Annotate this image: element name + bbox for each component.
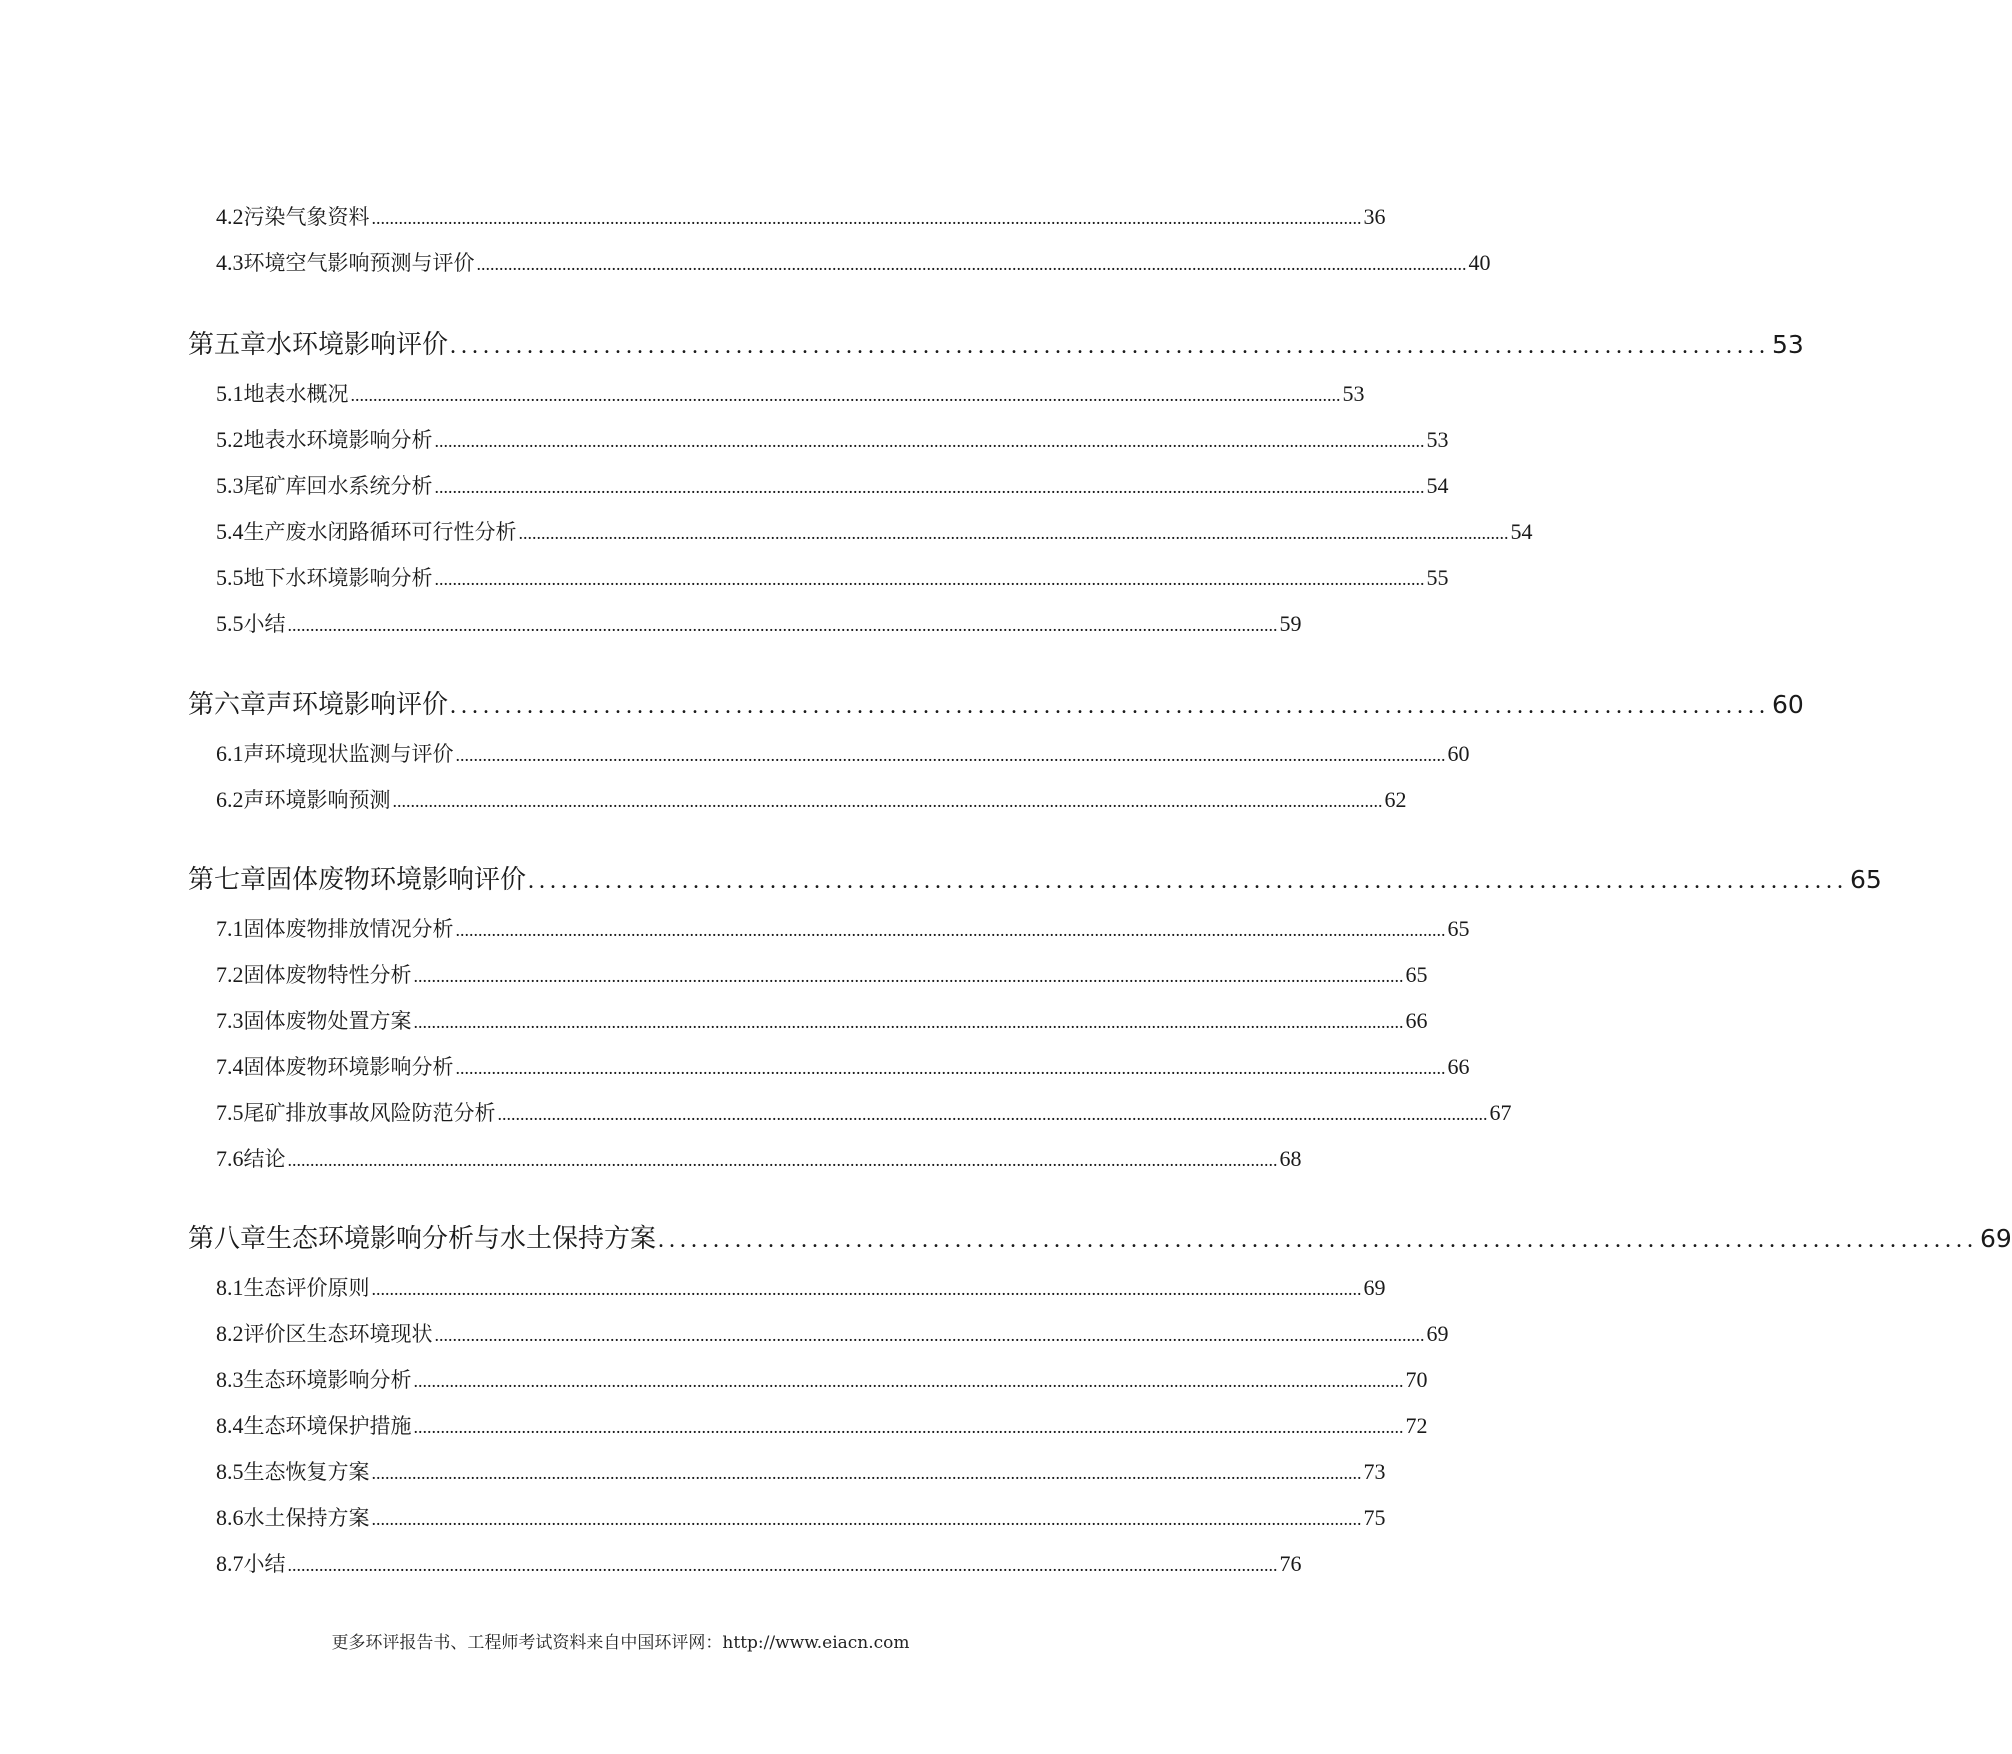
toc-section-number: 5.1	[216, 381, 244, 406]
toc-entry-title: 固体废物处置方案	[243, 1009, 412, 1033]
toc-entry-title: 环境空气影响预测与评价	[243, 251, 475, 275]
toc-entry[interactable]	[216, 1272, 1386, 1302]
toc-page-number: 65	[1447, 916, 1470, 941]
toc-section-number: 7.5	[216, 1100, 244, 1125]
toc-entry[interactable]	[216, 1456, 1386, 1486]
dot-leader: ............................................................................................................................................................................................................................	[455, 745, 1446, 765]
toc-entry-title: 尾矿库回水系统分析	[243, 474, 433, 498]
dot-leader: ............................................................................................................................................................................................................................	[476, 254, 1467, 274]
toc-section-number: 4.2	[216, 204, 244, 229]
toc-entry-title: 小结	[243, 1552, 286, 1576]
toc-section-number: 6.1	[216, 741, 244, 766]
toc-page-number: 65	[1405, 962, 1428, 987]
dot-leader: ............................................................................................................................................................................................................................	[497, 1104, 1488, 1124]
toc-chapter[interactable]	[188, 324, 1804, 360]
toc-entry[interactable]	[216, 1097, 1512, 1127]
toc-section-number: 5.3	[216, 473, 244, 498]
toc-section-number: 4.3	[216, 250, 244, 275]
toc-page-number: 53	[1772, 330, 1804, 359]
toc-chapter-number: 第七章	[188, 865, 267, 895]
toc-page-number: 62	[1384, 787, 1407, 812]
toc-section-number: 6.2	[216, 787, 244, 812]
toc-entry-title: 生态评价原则	[243, 1276, 370, 1300]
toc-section-number: 7.2	[216, 962, 244, 987]
toc-entry[interactable]	[216, 608, 1302, 638]
dot-leader: ............................................................................................................................................................................................................................	[518, 523, 1509, 543]
toc-chapter[interactable]	[188, 684, 1804, 720]
toc-page-number: 67	[1489, 1100, 1512, 1125]
toc-entry-title: 声环境现状监测与评价	[243, 742, 454, 766]
toc-entry[interactable]	[216, 1502, 1386, 1532]
toc-chapter-title: 固体废物环境影响评价	[266, 865, 527, 895]
toc-entry[interactable]	[216, 516, 1533, 546]
toc-chapter[interactable]	[188, 1218, 2012, 1254]
toc-chapter[interactable]	[188, 859, 1882, 895]
dot-leader: ............................................................................................................................................................................................................................	[371, 208, 1362, 228]
toc-entry[interactable]	[216, 1318, 1449, 1348]
toc-page-number: 69	[1980, 1224, 2012, 1253]
toc-page-number: 66	[1447, 1054, 1470, 1079]
toc-page-number: 53	[1342, 381, 1365, 406]
toc-chapter-title: 声环境影响评价	[266, 690, 449, 720]
dot-leader: ............................................................................................................................................................................................................................	[434, 477, 1425, 497]
toc-entry[interactable]	[216, 738, 1470, 768]
toc-section-number: 8.5	[216, 1459, 244, 1484]
dot-leader: ............................................................................................................................................................................................................................	[455, 1058, 1446, 1078]
dot-leader: ............................................................................................................................................................................................................................	[371, 1463, 1362, 1483]
dot-leader: ............................................................................................................................................................................................................................	[287, 1150, 1278, 1170]
toc-entry-title: 尾矿排放事故风险防范分析	[243, 1101, 496, 1125]
dot-leader: ............................................................................................................................................................................................................................	[287, 1555, 1278, 1575]
toc-chapter-number: 第六章	[188, 690, 267, 720]
toc-section-number: 8.6	[216, 1505, 244, 1530]
dot-leader: ............................................................................................................................................................................................................................	[434, 1325, 1425, 1345]
toc-entry[interactable]	[216, 470, 1449, 500]
toc-page-number: 68	[1279, 1146, 1302, 1171]
toc-entry[interactable]	[216, 1364, 1428, 1394]
toc-page-number: 60	[1772, 690, 1804, 719]
toc-section-number: 8.7	[216, 1551, 244, 1576]
toc-entry-title: 地下水环境影响分析	[243, 566, 433, 590]
toc-page-number: 66	[1405, 1008, 1428, 1033]
toc-page-number: 55	[1426, 565, 1449, 590]
toc-page-number: 65	[1850, 865, 1882, 894]
dot-leader: ............................................................................................................................................................................................................................	[434, 569, 1425, 589]
dot-leader: ............................................................................................................................................................................................................................	[350, 385, 1341, 405]
toc-entry[interactable]	[216, 913, 1470, 943]
dot-leader: ........................................................................................................................	[528, 868, 1849, 894]
dot-leader: ............................................................................................................................................................................................................................	[392, 791, 1383, 811]
toc-section-number: 7.3	[216, 1008, 244, 1033]
toc-section-number: 7.1	[216, 916, 244, 941]
toc-section-number: 5.5	[216, 611, 244, 636]
footer-note: 更多环评报告书、工程师考试资料来自中国环评网：http://www.eiacn.com	[331, 1633, 910, 1653]
toc-entry[interactable]	[216, 201, 1386, 231]
toc-section-number: 8.3	[216, 1367, 244, 1392]
toc-page-number: 36	[1363, 204, 1386, 229]
dot-leader: ............................................................................................................................................................................................................................	[413, 966, 1404, 986]
dot-leader: ............................................................................................................................................................................................................................	[287, 615, 1278, 635]
toc-entry-title: 小结	[243, 612, 286, 636]
toc-page-number: 69	[1426, 1321, 1449, 1346]
toc-entry-title: 结论	[243, 1147, 286, 1171]
toc-entry-title: 污染气象资料	[243, 205, 370, 229]
toc-page-number: 54	[1426, 473, 1449, 498]
toc-section-number: 5.4	[216, 519, 244, 544]
toc-entry-title: 生态环境保护措施	[243, 1414, 412, 1438]
dot-leader: ........................................................................................................................	[450, 333, 1771, 359]
toc-entry[interactable]	[216, 562, 1449, 592]
toc-entry[interactable]	[216, 247, 1491, 277]
toc-entry-title: 地表水概况	[243, 382, 349, 406]
dot-leader: ............................................................................................................................................................................................................................	[413, 1371, 1404, 1391]
toc-page-number: 53	[1426, 427, 1449, 452]
dot-leader: ............................................................................................................................................................................................................................	[434, 431, 1425, 451]
dot-leader: ............................................................................................................................................................................................................................	[413, 1012, 1404, 1032]
toc-entry-title: 地表水环境影响分析	[243, 428, 433, 452]
toc-chapter-title: 水环境影响评价	[266, 330, 449, 360]
toc-chapter-number: 第八章	[188, 1224, 267, 1254]
dot-leader: ........................................................................................................................	[658, 1227, 1979, 1253]
toc-entry[interactable]	[216, 784, 1407, 814]
toc-entry[interactable]	[216, 1051, 1470, 1081]
dot-leader: ............................................................................................................................................................................................................................	[455, 920, 1446, 940]
toc-entry[interactable]	[216, 1410, 1428, 1440]
dot-leader: ............................................................................................................................................................................................................................	[371, 1509, 1362, 1529]
toc-chapter-number: 第五章	[188, 330, 267, 360]
toc-section-number: 8.1	[216, 1275, 244, 1300]
toc-entry-title: 生态恢复方案	[243, 1460, 370, 1484]
toc-entry-title: 固体废物排放情况分析	[243, 917, 454, 941]
toc-entry-title: 评价区生态环境现状	[243, 1322, 433, 1346]
toc-section-number: 5.5	[216, 565, 244, 590]
toc-page-number: 69	[1363, 1275, 1386, 1300]
toc-page-number: 75	[1363, 1505, 1386, 1530]
toc-page-number: 60	[1447, 741, 1470, 766]
toc-entry-title: 水土保持方案	[243, 1506, 370, 1530]
toc-section-number: 8.2	[216, 1321, 244, 1346]
toc-entry-title: 声环境影响预测	[243, 788, 391, 812]
toc-entry[interactable]	[216, 424, 1449, 454]
toc-page-number: 72	[1405, 1413, 1428, 1438]
toc-section-number: 8.4	[216, 1413, 244, 1438]
toc-entry[interactable]	[216, 1005, 1428, 1035]
toc-entry-title: 固体废物特性分析	[243, 963, 412, 987]
toc-entry[interactable]	[216, 959, 1428, 989]
toc-entry[interactable]	[216, 1143, 1302, 1173]
toc-page-number: 70	[1405, 1367, 1428, 1392]
dot-leader: ............................................................................................................................................................................................................................	[413, 1417, 1404, 1437]
dot-leader: ........................................................................................................................	[450, 693, 1771, 719]
toc-entry[interactable]	[216, 1548, 1302, 1578]
toc-entry-title: 生产废水闭路循环可行性分析	[243, 520, 517, 544]
toc-page-number: 40	[1468, 250, 1491, 275]
toc-page-number: 54	[1510, 519, 1533, 544]
toc-chapter-title: 生态环境影响分析与水土保持方案	[266, 1224, 657, 1254]
toc-section-number: 7.4	[216, 1054, 244, 1079]
toc-page-number: 73	[1363, 1459, 1386, 1484]
toc-entry-title: 固体废物环境影响分析	[243, 1055, 454, 1079]
toc-section-number: 5.2	[216, 427, 244, 452]
toc-section-number: 7.6	[216, 1146, 244, 1171]
toc-page-number: 76	[1279, 1551, 1302, 1576]
toc-page-number: 59	[1279, 611, 1302, 636]
toc-entry[interactable]	[216, 378, 1365, 408]
toc-entry-title: 生态环境影响分析	[243, 1368, 412, 1392]
dot-leader: ............................................................................................................................................................................................................................	[371, 1279, 1362, 1299]
